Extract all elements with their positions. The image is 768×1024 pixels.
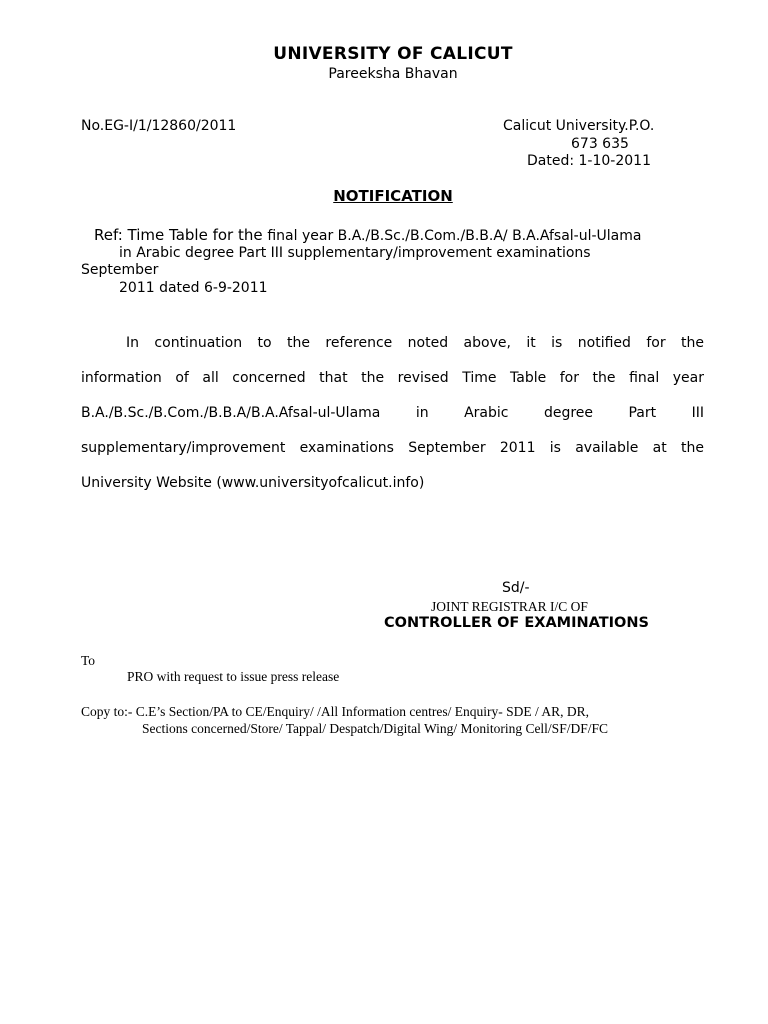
reference-line-3: September — [81, 262, 159, 278]
reference-line-1-rest: final year B.A./B.Sc./B.Com./B.B.A/ B.A.Afsal-ul-Ulama — [267, 228, 642, 244]
body-line-1-text: In continuation to the reference noted above, it is notified for the — [126, 335, 704, 351]
body-line-1 — [81, 335, 704, 351]
reference-line-4: 2011 dated 6-9-2011 — [119, 280, 268, 296]
copy-to-line-1: Copy to:- C.E’s Section/PA to CE/Enquiry/ /All Information centres/ Enquiry- SDE / AR, DR, — [81, 704, 589, 719]
address-pin: 673 635 — [571, 136, 629, 152]
reference-line-1 — [94, 226, 641, 244]
signature-designation-1: JOINT REGISTRAR I/C OF — [431, 599, 588, 614]
to-recipient: PRO with request to issue press release — [127, 669, 340, 684]
address-line-1: Calicut University.P.O. — [503, 118, 655, 134]
body-line-5: University Website (www.universityofcalicut.info) — [81, 475, 425, 491]
notification-heading: NOTIFICATION — [333, 187, 453, 205]
signature-sd: Sd/- — [502, 580, 530, 596]
signature-designation-2: CONTROLLER OF EXAMINATIONS — [384, 615, 649, 631]
reference-lead: Ref: Time Table for the — [94, 226, 268, 244]
to-label: To — [81, 653, 96, 668]
date-line: Dated: 1-10-2011 — [527, 153, 651, 169]
office-subtitle: Pareeksha Bhavan — [328, 66, 458, 82]
body-line-3: B.A./B.Sc./B.Com./B.B.A/B.A.Afsal-ul-Ulama in Arabic degree Part III — [81, 405, 704, 421]
body-line-2: information of all concerned that the revised Time Table for the final year — [81, 370, 704, 386]
copy-to-line-2: Sections concerned/Store/ Tappal/ Despatch/Digital Wing/ Monitoring Cell/SF/DF/FC — [142, 721, 608, 736]
reference-number: No.EG-I/1/12860/2011 — [81, 118, 237, 134]
reference-line-2: in Arabic degree Part III supplementary/improvement examinations — [119, 245, 591, 261]
body-line-4: supplementary/improvement examinations September 2011 is available at the — [81, 440, 704, 456]
university-title: UNIVERSITY OF CALICUT — [273, 44, 513, 64]
